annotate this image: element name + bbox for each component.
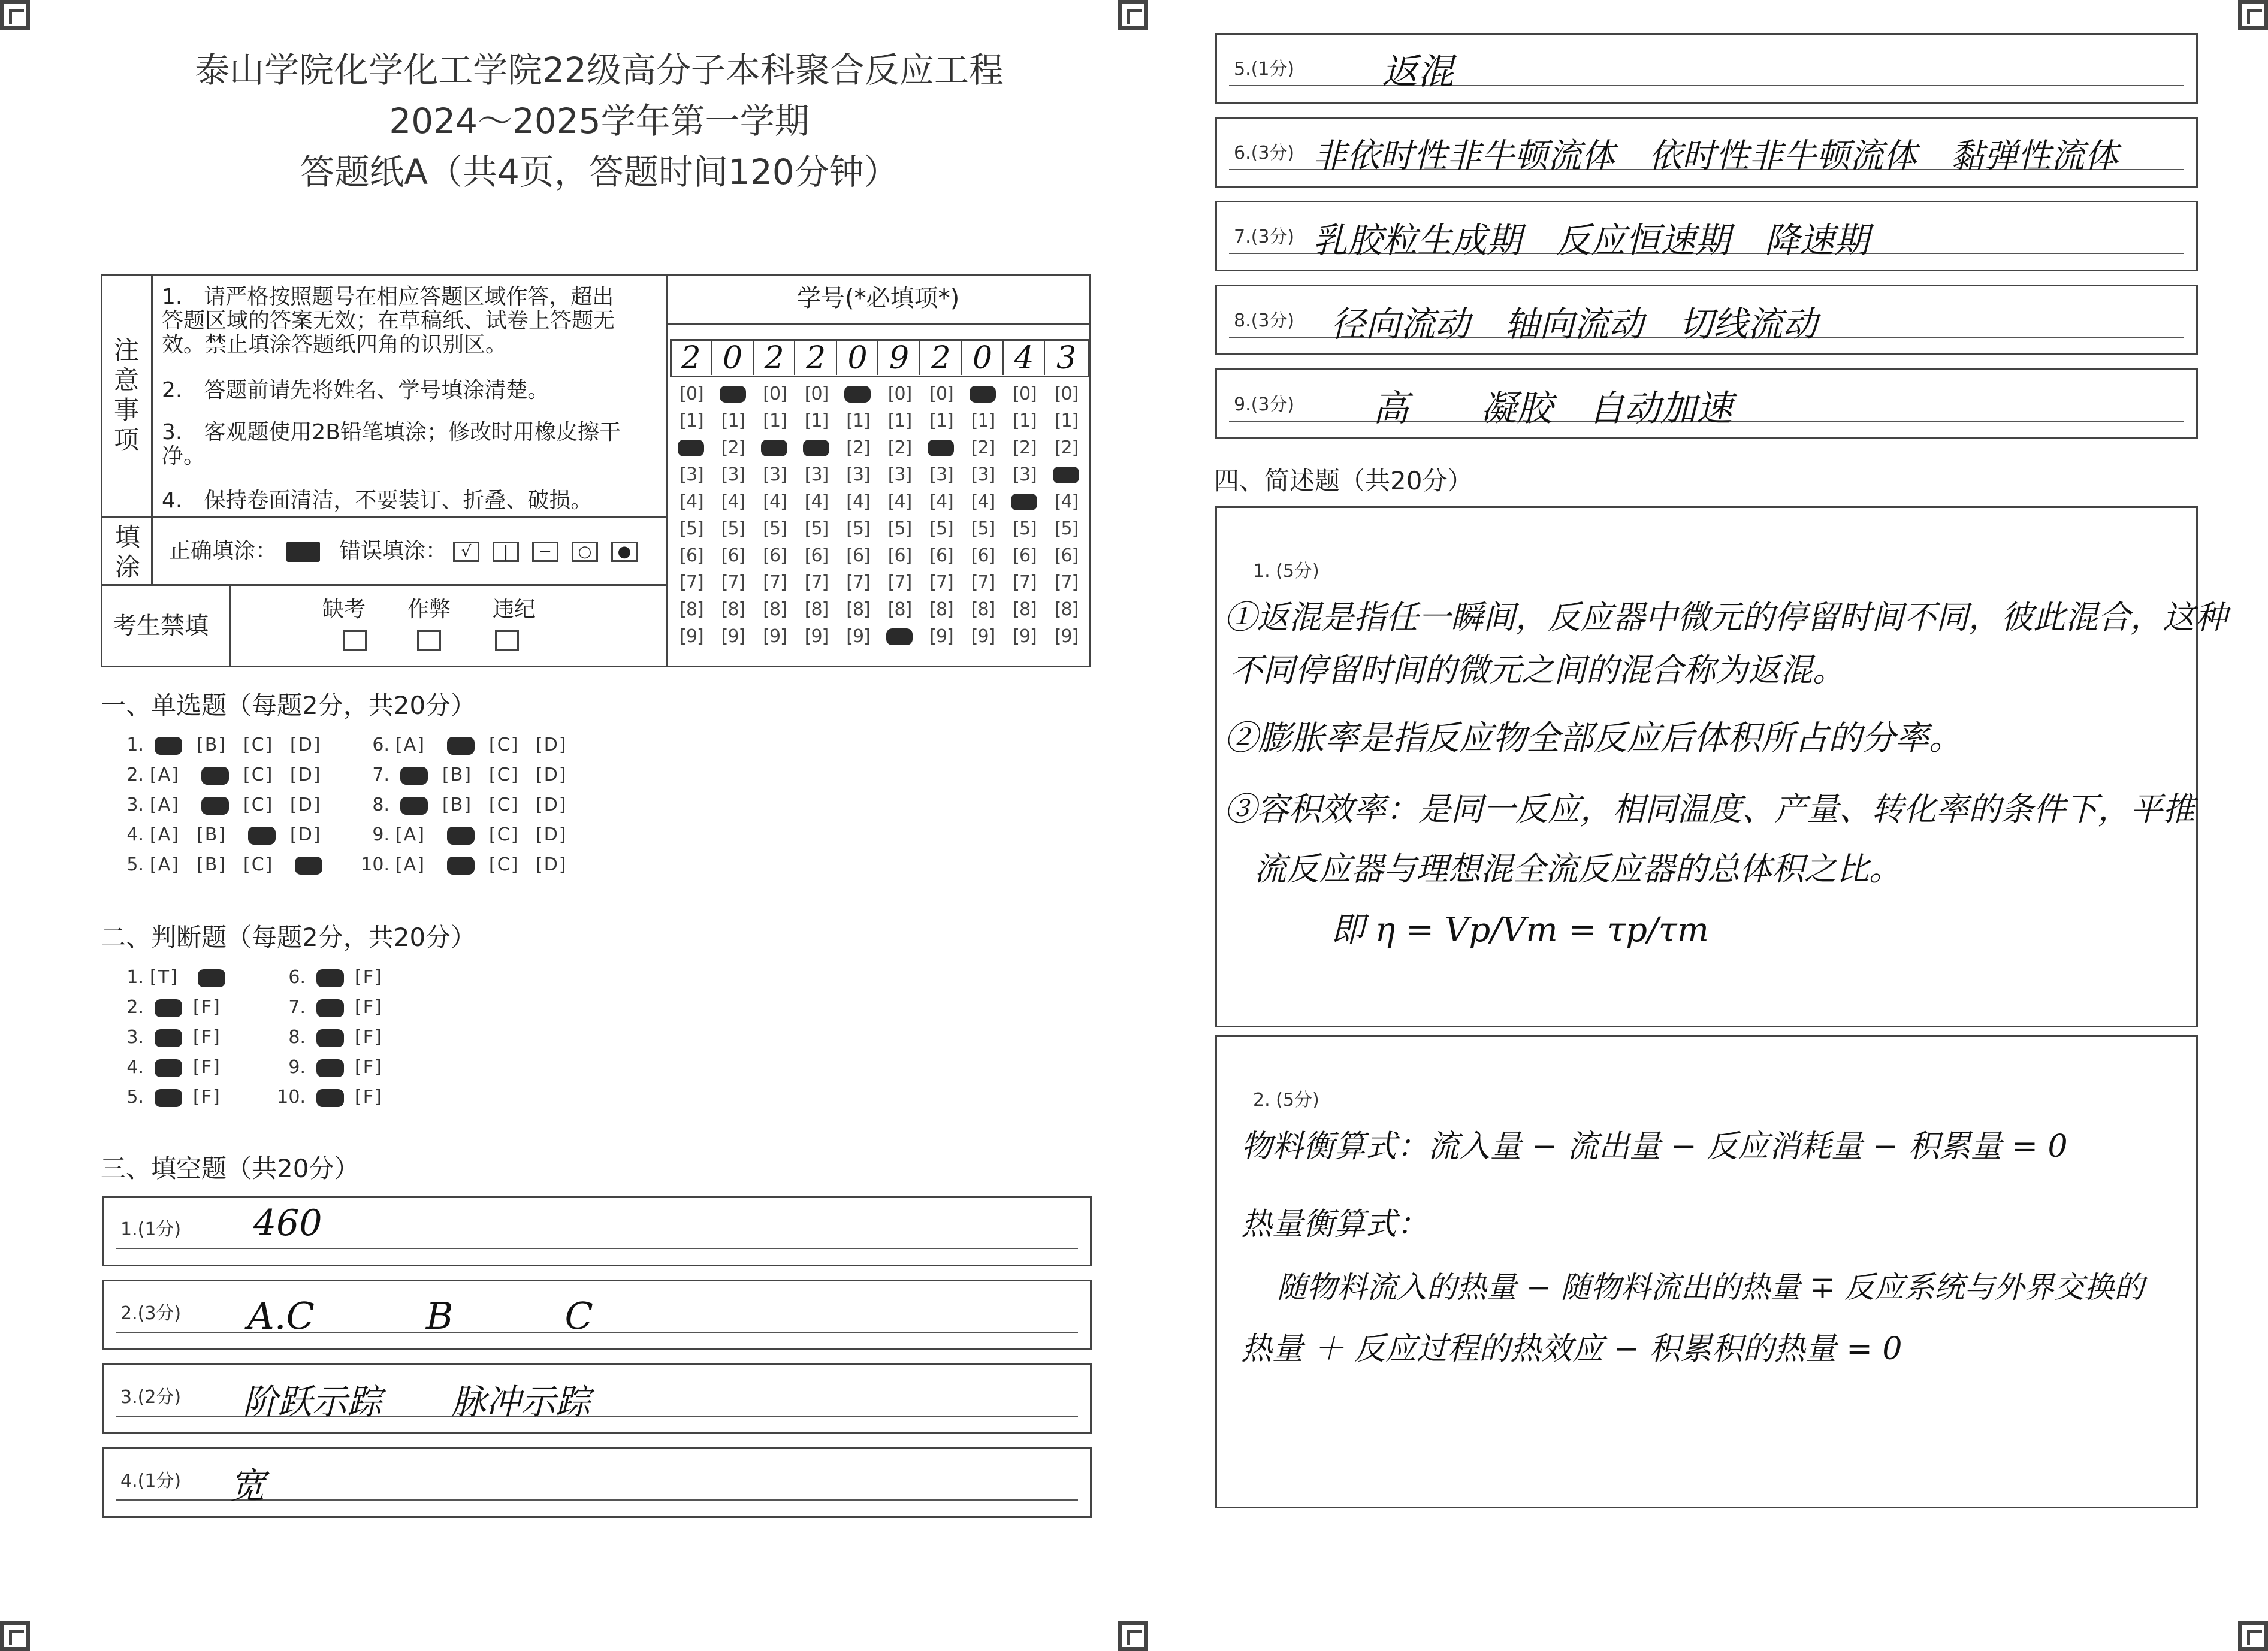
mc-option-filled[interactable] (400, 767, 428, 785)
tf-option-filled[interactable] (198, 969, 225, 987)
mc-option-filled[interactable] (201, 797, 229, 815)
student-id-bubble[interactable]: [3] (971, 464, 995, 485)
fill-q1-answer[interactable]: 460 (253, 1202, 322, 1244)
mc-question-number: 9. (372, 824, 389, 845)
student-id-bubble[interactable]: [4] (971, 491, 995, 512)
mc-option[interactable]: [C] (489, 824, 520, 845)
student-id-bubble[interactable]: [6] (887, 545, 912, 566)
mc-option[interactable]: [D] (536, 734, 567, 755)
forbid-absent-box[interactable] (343, 630, 367, 651)
student-id-bubble[interactable]: [4] (887, 491, 912, 512)
student-id-bubble[interactable]: [4] (1054, 491, 1079, 512)
mc-option-filled[interactable] (447, 857, 475, 875)
student-id-bubble[interactable]: [7] (721, 572, 745, 593)
student-id-bubble[interactable]: [8] (887, 599, 912, 620)
student-id-digit-2[interactable]: 0 (713, 341, 754, 375)
correct-fill-label: 正确填涂： (169, 539, 277, 563)
tf-option-filled[interactable] (155, 1059, 182, 1077)
student-id-bubble-filled[interactable] (803, 440, 829, 456)
forbid-cheat-label: 作弊 (407, 597, 451, 622)
tf-option[interactable]: [F] (193, 1087, 221, 1108)
mc-option[interactable]: [A] (395, 734, 425, 755)
student-id-bubble[interactable]: [7] (929, 572, 953, 593)
student-id-bubble[interactable]: [6] (971, 545, 995, 566)
student-id-bubble[interactable]: [7] (1054, 572, 1079, 593)
fill-q7-answer[interactable]: 乳胶粒生成期 反应恒速期 降速期 (1313, 220, 1870, 261)
student-id-bubble[interactable]: [3] (721, 464, 745, 485)
mc-option[interactable]: [C] (243, 794, 274, 815)
wrong-mark-dash: − (532, 542, 558, 562)
mc-option-filled[interactable] (201, 767, 229, 785)
mc-option[interactable]: [D] (536, 764, 567, 785)
fill-q6-answer[interactable]: 非依时性非牛顿流体 依时性非牛顿流体 黏弹性流体 (1313, 137, 2118, 176)
mc-option[interactable]: [D] (290, 794, 322, 815)
correct-fill-sample (286, 542, 320, 562)
fill-q1-box (102, 1196, 1092, 1266)
essay-q1-line1[interactable]: ①返混是指任一瞬间，反应器中微元的停留时间不同，彼此混合，这种 (1224, 598, 2227, 636)
student-id-bubble[interactable]: [3] (763, 464, 787, 485)
student-id-bubble[interactable]: [1] (680, 410, 703, 431)
tf-option[interactable]: [T] (150, 967, 179, 988)
essay-q2-line2[interactable]: 热量衡算式： (1241, 1206, 1429, 1242)
forbid-label: 考生禁填 (113, 612, 209, 640)
essay-q2-line1[interactable]: 物料衡算式：流入量 − 流出量 − 反应消耗量 − 积累量 = 0 (1241, 1129, 2068, 1165)
corner-marker-tm (1118, 0, 1148, 30)
mc-question-number: 7. (372, 764, 389, 785)
wrong-fill-label: 错误填涂： (339, 539, 448, 563)
notice-item-4: 4. 保持卷面清洁，不要装订、折叠、破损。 (162, 488, 593, 513)
student-id-bubble[interactable]: [1] (887, 410, 912, 431)
fill-q4-label: 4.(1分) (120, 1471, 182, 1492)
student-id-bubble[interactable]: [5] (971, 518, 995, 539)
student-id-digit-9[interactable]: 4 (1004, 341, 1045, 375)
student-id-bubble[interactable]: [0] (1054, 383, 1079, 404)
student-id-bubble[interactable]: [7] (763, 572, 787, 593)
fill-q3-label: 3.(2分) (120, 1387, 182, 1408)
student-id-bubble[interactable]: [0] (887, 383, 912, 404)
student-id-bubble[interactable]: [3] (929, 464, 953, 485)
tf-question-number: 4. (126, 1057, 144, 1078)
student-id-bubble[interactable]: [1] (846, 410, 870, 431)
fill-q7-box (1215, 201, 2198, 271)
tf-option-filled[interactable] (155, 1089, 182, 1107)
student-id-bubble[interactable]: [5] (846, 518, 870, 539)
student-id-bubble[interactable]: [9] (971, 626, 995, 647)
student-id-bubble[interactable]: [5] (929, 518, 953, 539)
mc-option-filled[interactable] (400, 797, 428, 815)
wrong-mark-check: √ (453, 542, 479, 562)
fill-q9-answer[interactable]: 高 凝胶 自动加速 (1373, 388, 1732, 430)
student-id-bubble[interactable]: [4] (763, 491, 787, 512)
student-id-bubble[interactable]: [0] (1013, 383, 1037, 404)
corner-marker-tr (2238, 0, 2268, 30)
student-id-digit-6[interactable]: 9 (880, 341, 920, 375)
essay-q1-box (1215, 506, 2227, 1027)
student-id-bubble[interactable]: [4] (804, 491, 829, 512)
student-id-bubble[interactable]: [9] (1013, 626, 1037, 647)
student-id-bubble[interactable]: [8] (680, 599, 703, 620)
tf-option[interactable]: [F] (355, 967, 383, 988)
student-id-bubble[interactable]: [1] (929, 410, 953, 431)
fill-q8-answer[interactable]: 径向流动 轴向流动 切线流动 (1331, 304, 1818, 344)
fill-q6-box (1215, 117, 2198, 188)
mc-option-filled[interactable] (295, 857, 322, 875)
tf-question-number: 3. (126, 1027, 144, 1048)
student-id-bubble[interactable]: [6] (1054, 545, 1079, 566)
notice-item-2: 2. 答题前请先将姓名、学号填涂清楚。 (162, 378, 549, 403)
tf-option-filled[interactable] (316, 999, 344, 1017)
student-id-bubble-filled[interactable] (970, 386, 996, 403)
essay-q1-line3[interactable]: ②膨胀率是指反应物全部反应后体积所占的分率。 (1224, 719, 1962, 758)
tf-question-number: 7. (288, 997, 306, 1018)
student-id-bubble-filled[interactable] (844, 386, 871, 403)
mc-question-number: 4. (126, 824, 144, 845)
student-id-bubble[interactable]: [4] (680, 491, 703, 512)
student-id-bubble[interactable]: [2] (971, 437, 995, 458)
student-id-bubble[interactable]: [8] (721, 599, 745, 620)
fill-q5-box (1215, 33, 2198, 104)
student-id-bubble[interactable]: [8] (929, 599, 953, 620)
mc-option[interactable]: [B] (442, 764, 472, 785)
student-id-bubble[interactable]: [9] (804, 626, 829, 647)
mc-option[interactable]: [D] (290, 764, 322, 785)
student-id-bubble[interactable]: [7] (846, 572, 870, 593)
mc-question-number: 6. (372, 734, 389, 755)
student-id-bubble[interactable]: [8] (971, 599, 995, 620)
tf-option[interactable]: [F] (355, 1087, 383, 1108)
student-id-bubble[interactable]: [5] (1054, 518, 1079, 539)
tf-option-filled[interactable] (316, 1029, 344, 1047)
mc-option[interactable]: [C] (243, 854, 274, 875)
fill-vertical-label: 填涂 (114, 522, 140, 582)
mc-option[interactable]: [C] (489, 734, 520, 755)
student-id-bubble[interactable]: [2] (1013, 437, 1037, 458)
tf-question-number: 6. (288, 967, 306, 988)
student-id-bubble[interactable]: [9] (929, 626, 953, 647)
mc-option-filled[interactable] (155, 737, 182, 755)
student-id-digit-1[interactable]: 2 (671, 341, 712, 375)
essay-q2-line4[interactable]: 热量 ＋ 反应过程的热效应 − 积累积的热量 = 0 (1241, 1331, 1902, 1367)
tf-option[interactable]: [F] (355, 1057, 383, 1078)
tf-option[interactable]: [F] (355, 1027, 383, 1048)
mc-option[interactable]: [D] (536, 824, 567, 845)
mc-question-number: 5. (126, 854, 144, 875)
mc-option[interactable]: [B] (197, 734, 227, 755)
exam-title: 泰山学院化学化工学院22级高分子本科聚合反应工程 (195, 50, 1004, 90)
notice-item-3: 3. 客观题使用2B铅笔填涂；修改时用橡皮擦干净。 (162, 420, 621, 468)
student-id-bubble[interactable]: [5] (1013, 518, 1037, 539)
tf-option-filled[interactable] (155, 999, 182, 1017)
student-id-bubble[interactable]: [6] (721, 545, 745, 566)
student-id-bubble[interactable]: [7] (680, 572, 703, 593)
mc-option[interactable]: [B] (442, 794, 472, 815)
mc-option[interactable]: [C] (489, 854, 520, 875)
student-id-bubble[interactable]: [7] (804, 572, 829, 593)
tf-question-number: 1. (126, 967, 144, 988)
student-id-bubble[interactable]: [9] (1054, 626, 1079, 647)
tf-option-filled[interactable] (155, 1029, 182, 1047)
student-id-title: 学号(*必填项*) (797, 285, 960, 312)
mc-option[interactable]: [C] (489, 794, 520, 815)
mc-option[interactable]: [B] (197, 824, 227, 845)
student-id-bubble[interactable]: [9] (721, 626, 745, 647)
fill-q4-box (102, 1447, 1092, 1518)
tf-option[interactable]: [F] (355, 997, 383, 1018)
section4-title: 四、简述题（共20分） (1214, 466, 1473, 495)
student-id-bubble[interactable]: [7] (971, 572, 995, 593)
mc-option[interactable]: [B] (197, 854, 227, 875)
mc-option-filled[interactable] (447, 737, 475, 755)
student-id-bubble[interactable]: [4] (721, 491, 745, 512)
wrong-mark-bar: | (493, 542, 519, 562)
exam-sheet-info: 答题纸A（共4页，答题时间120分钟） (300, 152, 899, 192)
essay-q1-label: 1. (5分) (1253, 561, 1319, 582)
student-id-digit-3[interactable]: 2 (754, 341, 795, 375)
mc-option[interactable]: [A] (150, 824, 180, 845)
student-id-bubble[interactable]: [0] (763, 383, 787, 404)
student-id-bubble[interactable]: [5] (763, 518, 787, 539)
student-id-digit-5[interactable]: 0 (838, 341, 878, 375)
student-id-bubble[interactable]: [6] (1013, 545, 1037, 566)
student-id-bubble[interactable]: [9] (680, 626, 703, 647)
tf-question-number: 2. (126, 997, 144, 1018)
corner-marker-bm (1118, 1621, 1148, 1651)
fill-q9-box (1215, 368, 2198, 439)
forbid-absent-label: 缺考 (322, 597, 366, 622)
student-id-bubble[interactable]: [5] (721, 518, 745, 539)
student-id-bubble[interactable]: [0] (680, 383, 703, 404)
section1-title: 一、单选题（每题2分，共20分） (101, 691, 476, 720)
student-id-bubble[interactable]: [7] (887, 572, 912, 593)
student-id-bubble[interactable]: [6] (763, 545, 787, 566)
student-id-bubble[interactable]: [7] (1013, 572, 1037, 593)
student-id-bubble[interactable]: [1] (721, 410, 745, 431)
tf-question-number: 5. (126, 1087, 144, 1108)
student-id-bubble[interactable]: [6] (680, 545, 703, 566)
student-id-bubble[interactable]: [3] (1013, 464, 1037, 485)
student-id-bubble[interactable]: [1] (804, 410, 829, 431)
student-id-bubble[interactable]: [0] (929, 383, 953, 404)
fill-q9-label: 9.(3分) (1234, 394, 1295, 415)
student-id-bubble[interactable]: [2] (721, 437, 745, 458)
student-id-bubble-filled[interactable] (1053, 467, 1079, 483)
tf-question-number: 10. (277, 1087, 306, 1108)
student-id-bubble[interactable]: [4] (929, 491, 953, 512)
section2-title: 二、判断题（每题2分，共20分） (101, 923, 476, 952)
essay-q2-label: 2. (5分) (1253, 1090, 1319, 1111)
forbid-violate-label: 违纪 (493, 597, 536, 622)
student-id-bubble[interactable]: [2] (846, 437, 870, 458)
tf-option[interactable]: [F] (193, 997, 221, 1018)
student-id-bubble[interactable]: [5] (804, 518, 829, 539)
mc-option[interactable]: [C] (243, 764, 274, 785)
tf-option-filled[interactable] (316, 1089, 344, 1107)
mc-option[interactable]: [A] (395, 854, 425, 875)
student-id-bubble[interactable]: [2] (1054, 437, 1079, 458)
forbid-cheat-box[interactable] (417, 630, 441, 651)
wrong-mark-dot: ● (611, 542, 638, 562)
student-id-bubble[interactable]: [6] (929, 545, 953, 566)
mc-option[interactable]: [C] (243, 734, 274, 755)
corner-marker-tl (0, 0, 30, 30)
forbid-violate-box[interactable] (495, 630, 519, 651)
student-id-digit-10[interactable]: 3 (1056, 340, 1077, 376)
student-id-bubble[interactable]: [3] (887, 464, 912, 485)
student-id-bubble[interactable]: [8] (1054, 599, 1079, 620)
student-id-bubble[interactable]: [9] (763, 626, 787, 647)
student-id-bubble[interactable]: [3] (680, 464, 703, 485)
student-id-digit-8[interactable]: 0 (963, 341, 1004, 375)
fill-q6-label: 6.(3分) (1234, 143, 1295, 164)
fill-q1-label: 1.(1分) (120, 1219, 182, 1240)
mc-option[interactable]: [D] (536, 794, 567, 815)
mc-option-filled[interactable] (447, 827, 475, 845)
student-id-bubble[interactable]: [8] (763, 599, 787, 620)
student-id-bubble-filled[interactable] (886, 628, 913, 645)
essay-q2-line3[interactable]: 随物料流入的热量 − 随物料流出的热量 ∓ 反应系统与外界交换的 (1277, 1270, 2145, 1305)
fill-q2-answer[interactable]: A.C B C (247, 1294, 593, 1338)
student-id-bubble[interactable]: [8] (846, 599, 870, 620)
essay-q1-line6[interactable]: 即 η = Vp/Vm = τp/τm (1331, 911, 1709, 950)
exam-term: 2024～2025学年第一学期 (389, 101, 810, 141)
mc-question-number: 10. (361, 854, 389, 875)
fill-q5-label: 5.(1分) (1234, 59, 1295, 80)
fill-q3-answer[interactable]: 阶跃示踪 脉冲示踪 (243, 1381, 591, 1422)
tf-option-filled[interactable] (316, 1059, 344, 1077)
fill-q2-label: 2.(3分) (120, 1303, 182, 1324)
student-id-bubble-filled[interactable] (720, 386, 746, 403)
mc-option[interactable]: [A] (150, 764, 180, 785)
tf-option-filled[interactable] (316, 969, 344, 987)
essay-q1-line2[interactable]: 不同停留时间的微元之间的混合称为返混。 (1230, 651, 1845, 689)
fill-q7-label: 7.(3分) (1234, 226, 1295, 247)
mc-question-number: 8. (372, 794, 389, 815)
student-id-digit-4[interactable]: 2 (796, 341, 837, 375)
student-id-bubble[interactable]: [5] (680, 518, 703, 539)
student-id-bubble[interactable]: [8] (804, 599, 829, 620)
mc-question-number: 3. (126, 794, 144, 815)
fill-q8-label: 8.(3分) (1234, 310, 1295, 331)
student-id-bubble-filled[interactable] (1011, 494, 1037, 510)
corner-marker-bl (0, 1621, 30, 1651)
student-id-bubble[interactable]: [6] (804, 545, 829, 566)
mc-question-number: 1. (126, 734, 144, 755)
student-id-bubble[interactable]: [3] (846, 464, 870, 485)
student-id-bubble[interactable]: [1] (1013, 410, 1037, 431)
mc-question-number: 2. (126, 764, 144, 785)
student-id-bubble[interactable]: [1] (763, 410, 787, 431)
student-id-bubble[interactable]: [1] (971, 410, 995, 431)
mc-option[interactable]: [D] (290, 734, 322, 755)
notice-vertical-label: 注意事项 (113, 335, 139, 455)
fill-q5-answer[interactable]: 返混 (1382, 51, 1454, 93)
mc-option[interactable]: [A] (150, 794, 180, 815)
student-id-bubble-filled[interactable] (761, 440, 787, 456)
fill-q2-box (102, 1280, 1092, 1350)
fill-q8-box (1215, 285, 2198, 355)
corner-marker-br (2238, 1621, 2268, 1651)
mc-option[interactable]: [C] (489, 764, 520, 785)
fill-q4-answer[interactable]: 宽 (229, 1465, 265, 1507)
essay-q2-box (1215, 1035, 2198, 1508)
student-id-bubble[interactable]: [3] (804, 464, 829, 485)
student-id-bubble[interactable]: [4] (846, 491, 870, 512)
fill-q3-box (102, 1363, 1092, 1434)
wrong-mark-circle: ○ (572, 542, 598, 562)
tf-question-number: 9. (288, 1057, 306, 1078)
student-id-bubble[interactable]: [2] (887, 437, 912, 458)
student-id-bubble[interactable]: [6] (846, 545, 870, 566)
tf-option[interactable]: [F] (193, 1027, 221, 1048)
student-id-bubble-filled[interactable] (678, 440, 704, 456)
student-id-bubble[interactable]: [1] (1054, 410, 1079, 431)
student-id-bubble[interactable]: [9] (846, 626, 870, 647)
mc-option[interactable]: [D] (536, 854, 567, 875)
tf-option[interactable]: [F] (193, 1057, 221, 1078)
mc-option[interactable]: [D] (290, 824, 322, 845)
mc-option[interactable]: [A] (395, 824, 425, 845)
essay-q1-line5[interactable]: 流反应器与理想混全流反应器的总体积之比。 (1254, 850, 1901, 888)
student-id-bubble-filled[interactable] (928, 440, 954, 456)
mc-option-filled[interactable] (248, 827, 276, 845)
student-id-bubble[interactable]: [0] (804, 383, 829, 404)
notice-item-1: 1. 请严格按照题号在相应答题区域作答，超出答题区域的答案无效；在草稿纸、试卷上答题无效。禁止填涂答题纸四角的识别区。 (162, 285, 615, 357)
student-id-bubble[interactable]: [8] (1013, 599, 1037, 620)
section3-title: 三、填空题（共20分） (101, 1154, 360, 1183)
essay-q1-line4[interactable]: ③容积效率：是同一反应，相同温度、产量、转化率的条件下，平推 (1224, 790, 2195, 828)
student-id-bubble[interactable]: [5] (887, 518, 912, 539)
mc-option[interactable]: [A] (150, 854, 180, 875)
student-id-digit-7[interactable]: 2 (921, 341, 962, 375)
tf-question-number: 8. (288, 1027, 306, 1048)
